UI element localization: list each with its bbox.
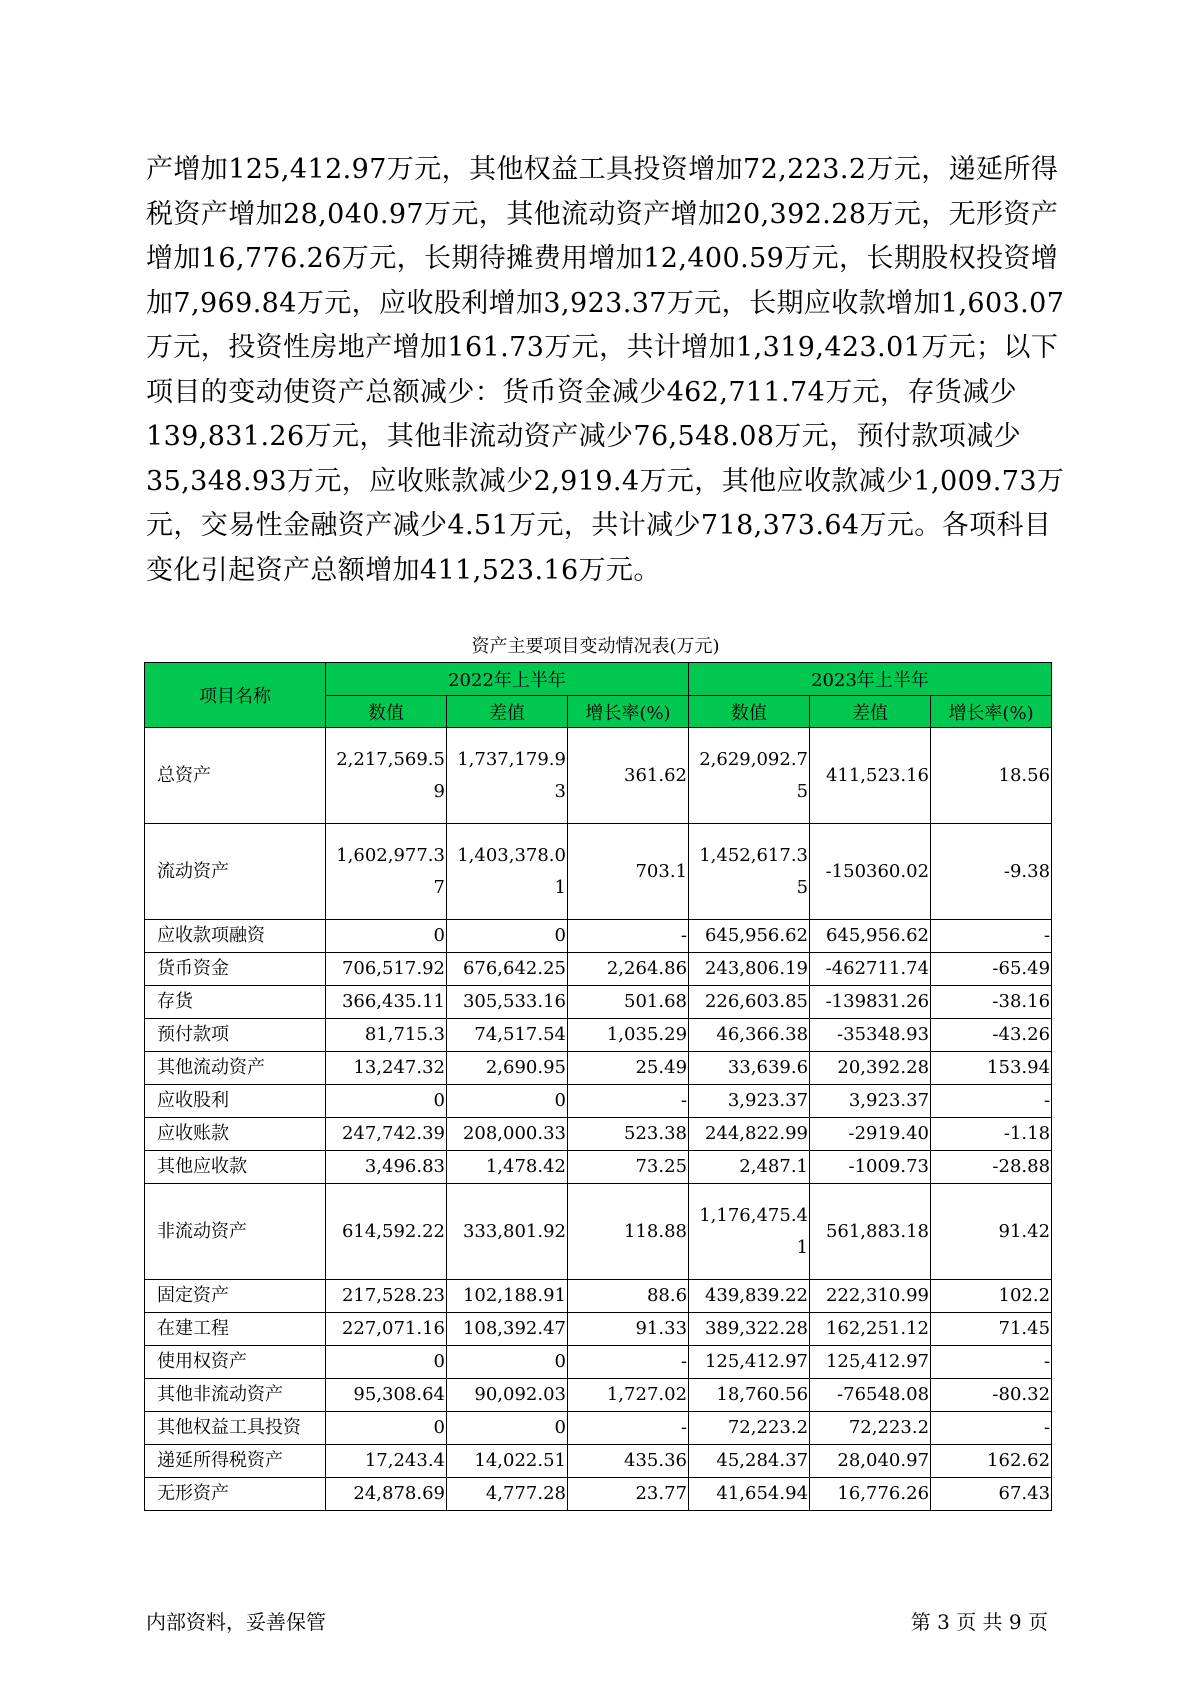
table-cell: 244,822.99 <box>689 1118 810 1151</box>
table-cell: 561,883.18 <box>810 1184 931 1280</box>
table-cell: 0 <box>447 1085 568 1118</box>
table-cell: 0 <box>326 920 447 953</box>
paragraph-line: 元，交易性金融资产减少4.51万元，共计减少718,373.64万元。各项科目 <box>146 510 1052 541</box>
table-row <box>145 1346 1052 1379</box>
table-cell: 18.56 <box>931 728 1052 824</box>
table-cell: 71.45 <box>931 1313 1052 1346</box>
table-cell: 614,592.22 <box>326 1184 447 1280</box>
table-row <box>145 1412 1052 1445</box>
table-cell: 305,533.16 <box>447 986 568 1019</box>
table-cell: 333,801.92 <box>447 1184 568 1280</box>
table-cell: -150360.02 <box>810 824 931 920</box>
row-item-name: 递延所得税资产 <box>145 1445 326 1478</box>
table-cell: 67.43 <box>931 1478 1052 1511</box>
row-item-name: 货币资金 <box>145 953 326 986</box>
table-cell: 3,923.37 <box>689 1085 810 1118</box>
table-row <box>145 1313 1052 1346</box>
row-item-name: 应收账款 <box>145 1118 326 1151</box>
table-cell: 1,452,617.35 <box>689 824 810 920</box>
subheader-diff-2022: 差值 <box>447 696 568 728</box>
table-cell: -139831.26 <box>810 986 931 1019</box>
table-cell: - <box>568 1346 689 1379</box>
table-cell: 3,496.83 <box>326 1151 447 1184</box>
table-row <box>145 1019 1052 1052</box>
table-cell: 361.62 <box>568 728 689 824</box>
table-cell: 18,760.56 <box>689 1379 810 1412</box>
table-cell: 23.77 <box>568 1478 689 1511</box>
table-cell: 20,392.28 <box>810 1052 931 1085</box>
table-cell: -43.26 <box>931 1019 1052 1052</box>
paragraph-line: 增加16,776.26万元，长期待摊费用增加12,400.59万元，长期股权投资增 <box>146 243 1059 274</box>
row-item-name: 其他流动资产 <box>145 1052 326 1085</box>
table-cell: -2919.40 <box>810 1118 931 1151</box>
body-paragraph <box>146 148 1065 593</box>
row-item-name: 非流动资产 <box>145 1184 326 1280</box>
table-cell: 33,639.6 <box>689 1052 810 1085</box>
table-cell: 41,654.94 <box>689 1478 810 1511</box>
table-cell: - <box>568 1085 689 1118</box>
table-cell: 74,517.54 <box>447 1019 568 1052</box>
table-cell: -38.16 <box>931 986 1052 1019</box>
table-cell: 1,737,179.93 <box>447 728 568 824</box>
table-cell: -1.18 <box>931 1118 1052 1151</box>
table-cell: 2,487.1 <box>689 1151 810 1184</box>
table-cell: 2,629,092.75 <box>689 728 810 824</box>
table-cell: 226,603.85 <box>689 986 810 1019</box>
table-cell: 703.1 <box>568 824 689 920</box>
table-cell: 208,000.33 <box>447 1118 568 1151</box>
table-cell: 13,247.32 <box>326 1052 447 1085</box>
table-cell: 439,839.22 <box>689 1280 810 1313</box>
table-cell: 0 <box>326 1412 447 1445</box>
table-cell: 1,602,977.37 <box>326 824 447 920</box>
paragraph-line: 变化引起资产总额增加411,523.16万元。 <box>146 554 661 586</box>
table-cell: 366,435.11 <box>326 986 447 1019</box>
row-item-name: 在建工程 <box>145 1313 326 1346</box>
table-cell: 125,412.97 <box>689 1346 810 1379</box>
table-cell: 0 <box>447 1346 568 1379</box>
row-item-name: 固定资产 <box>145 1280 326 1313</box>
table-row <box>145 986 1052 1019</box>
table-row <box>145 1052 1052 1085</box>
table-cell: - <box>931 1085 1052 1118</box>
table-cell: 411,523.16 <box>810 728 931 824</box>
row-item-name: 应收股利 <box>145 1085 326 1118</box>
table-cell: 2,217,569.59 <box>326 728 447 824</box>
table-cell: -80.32 <box>931 1379 1052 1412</box>
table-cell: 0 <box>326 1346 447 1379</box>
table-cell: 243,806.19 <box>689 953 810 986</box>
table-cell: 91.33 <box>568 1313 689 1346</box>
table-cell: 46,366.38 <box>689 1019 810 1052</box>
table-cell: 95,308.64 <box>326 1379 447 1412</box>
subheader-growth-2023: 增长率(%) <box>931 696 1052 728</box>
table-row <box>145 1478 1052 1511</box>
table-cell: 2,264.86 <box>568 953 689 986</box>
asset-changes-table <box>144 662 1052 1511</box>
table-cell: 2,690.95 <box>447 1052 568 1085</box>
table-cell: 16,776.26 <box>810 1478 931 1511</box>
row-item-name: 应收款项融资 <box>145 920 326 953</box>
table-cell: 28,040.97 <box>810 1445 931 1478</box>
table-row <box>145 1184 1052 1280</box>
row-item-name: 存货 <box>145 986 326 1019</box>
table-cell: -462711.74 <box>810 953 931 986</box>
table-cell: 73.25 <box>568 1151 689 1184</box>
table-cell: 1,403,378.01 <box>447 824 568 920</box>
table-cell: 0 <box>326 1085 447 1118</box>
subheader-diff-2023: 差值 <box>810 696 931 728</box>
table-row <box>145 953 1052 986</box>
table-cell: 91.42 <box>931 1184 1052 1280</box>
table-cell: 102.2 <box>931 1280 1052 1313</box>
table-cell: 4,777.28 <box>447 1478 568 1511</box>
table-cell: 162.62 <box>931 1445 1052 1478</box>
row-item-name: 其他应收款 <box>145 1151 326 1184</box>
table-row <box>145 1118 1052 1151</box>
table-cell: - <box>568 1412 689 1445</box>
row-item-name: 无形资产 <box>145 1478 326 1511</box>
table-cell: 645,956.62 <box>689 920 810 953</box>
table-cell: 1,478.42 <box>447 1151 568 1184</box>
header-period-2022: 2022年上半年 <box>326 663 689 696</box>
table-cell: 0 <box>447 920 568 953</box>
table-cell: 81,715.3 <box>326 1019 447 1052</box>
header-item-name: 项目名称 <box>145 663 326 728</box>
table-cell: -28.88 <box>931 1151 1052 1184</box>
row-item-name: 使用权资产 <box>145 1346 326 1379</box>
table-cell: 153.94 <box>931 1052 1052 1085</box>
table-cell: 222,310.99 <box>810 1280 931 1313</box>
table-row <box>145 824 1052 920</box>
table-cell: -76548.08 <box>810 1379 931 1412</box>
footer-confidential-note: 内部资料，妥善保管 <box>146 1610 326 1634</box>
table-cell: 72,223.2 <box>810 1412 931 1445</box>
row-item-name: 总资产 <box>145 728 326 824</box>
paragraph-line: 项目的变动使资产总额减少：货币资金减少462,711.74万元，存货减少 <box>146 376 1017 408</box>
table-cell: 102,188.91 <box>447 1280 568 1313</box>
table-cell: 45,284.37 <box>689 1445 810 1478</box>
table-cell: 706,517.92 <box>326 953 447 986</box>
table-cell: 88.6 <box>568 1280 689 1313</box>
table-cell: -9.38 <box>931 824 1052 920</box>
table-cell: 17,243.4 <box>326 1445 447 1478</box>
table-cell: 14,022.51 <box>447 1445 568 1478</box>
row-item-name: 流动资产 <box>145 824 326 920</box>
table-cell: 72,223.2 <box>689 1412 810 1445</box>
footer-page-number: 第 3 页 共 9 页 <box>910 1610 1048 1634</box>
paragraph-line: 加7,969.84万元，应收股利增加3,923.37万元，长期应收款增加1,603.07 <box>146 287 1065 319</box>
table-cell: - <box>931 920 1052 953</box>
table-cell: 3,923.37 <box>810 1085 931 1118</box>
table-row <box>145 1445 1052 1478</box>
paragraph-line: 产增加125,412.97万元，其他权益工具投资增加72,223.2万元，递延所得 <box>146 154 1059 185</box>
table-cell: 118.88 <box>568 1184 689 1280</box>
table-cell: 247,742.39 <box>326 1118 447 1151</box>
row-item-name: 其他非流动资产 <box>145 1379 326 1412</box>
table-cell: - <box>931 1346 1052 1379</box>
table-cell: 501.68 <box>568 986 689 1019</box>
paragraph-line: 万元，投资性房地产增加161.73万元，共计增加1,319,423.01万元；以下 <box>146 332 1059 363</box>
table-cell: 162,251.12 <box>810 1313 931 1346</box>
table-cell: 125,412.97 <box>810 1346 931 1379</box>
table-cell: 24,878.69 <box>326 1478 447 1511</box>
table-cell: 1,035.29 <box>568 1019 689 1052</box>
table-cell: 90,092.03 <box>447 1379 568 1412</box>
table-row <box>145 728 1052 824</box>
table-cell: - <box>568 920 689 953</box>
table-row <box>145 1379 1052 1412</box>
subheader-value-2023: 数值 <box>689 696 810 728</box>
table-cell: -35348.93 <box>810 1019 931 1052</box>
table-cell: 435.36 <box>568 1445 689 1478</box>
table-row <box>145 1085 1052 1118</box>
table-row <box>145 1151 1052 1184</box>
table-row <box>145 1280 1052 1313</box>
table-cell: 227,071.16 <box>326 1313 447 1346</box>
table-cell: 523.38 <box>568 1118 689 1151</box>
table-cell: 389,322.28 <box>689 1313 810 1346</box>
table-cell: 0 <box>447 1412 568 1445</box>
paragraph-line: 35,348.93万元，应收账款减少2,919.4万元，其他应收款减少1,009.73万 <box>146 465 1065 497</box>
subheader-growth-2022: 增长率(%) <box>568 696 689 728</box>
table-cell: 676,642.25 <box>447 953 568 986</box>
row-item-name: 预付款项 <box>145 1019 326 1052</box>
table-cell: 108,392.47 <box>447 1313 568 1346</box>
table-cell: -1009.73 <box>810 1151 931 1184</box>
header-period-2023: 2023年上半年 <box>689 663 1052 696</box>
table-cell: 1,727.02 <box>568 1379 689 1412</box>
table-cell: 1,176,475.41 <box>689 1184 810 1280</box>
table-cell: 217,528.23 <box>326 1280 447 1313</box>
paragraph-line: 税资产增加28,040.97万元，其他流动资产增加20,392.28万元，无形资产 <box>146 198 1059 230</box>
table-row <box>145 920 1052 953</box>
table-caption: 资产主要项目变动情况表(万元) <box>471 636 720 657</box>
table-cell: - <box>931 1412 1052 1445</box>
subheader-value-2022: 数值 <box>326 696 447 728</box>
paragraph-line: 139,831.26万元，其他非流动资产减少76,548.08万元，预付款项减少 <box>146 421 1022 452</box>
table-cell: -65.49 <box>931 953 1052 986</box>
table-cell: 25.49 <box>568 1052 689 1085</box>
row-item-name: 其他权益工具投资 <box>145 1412 326 1445</box>
table-cell: 645,956.62 <box>810 920 931 953</box>
